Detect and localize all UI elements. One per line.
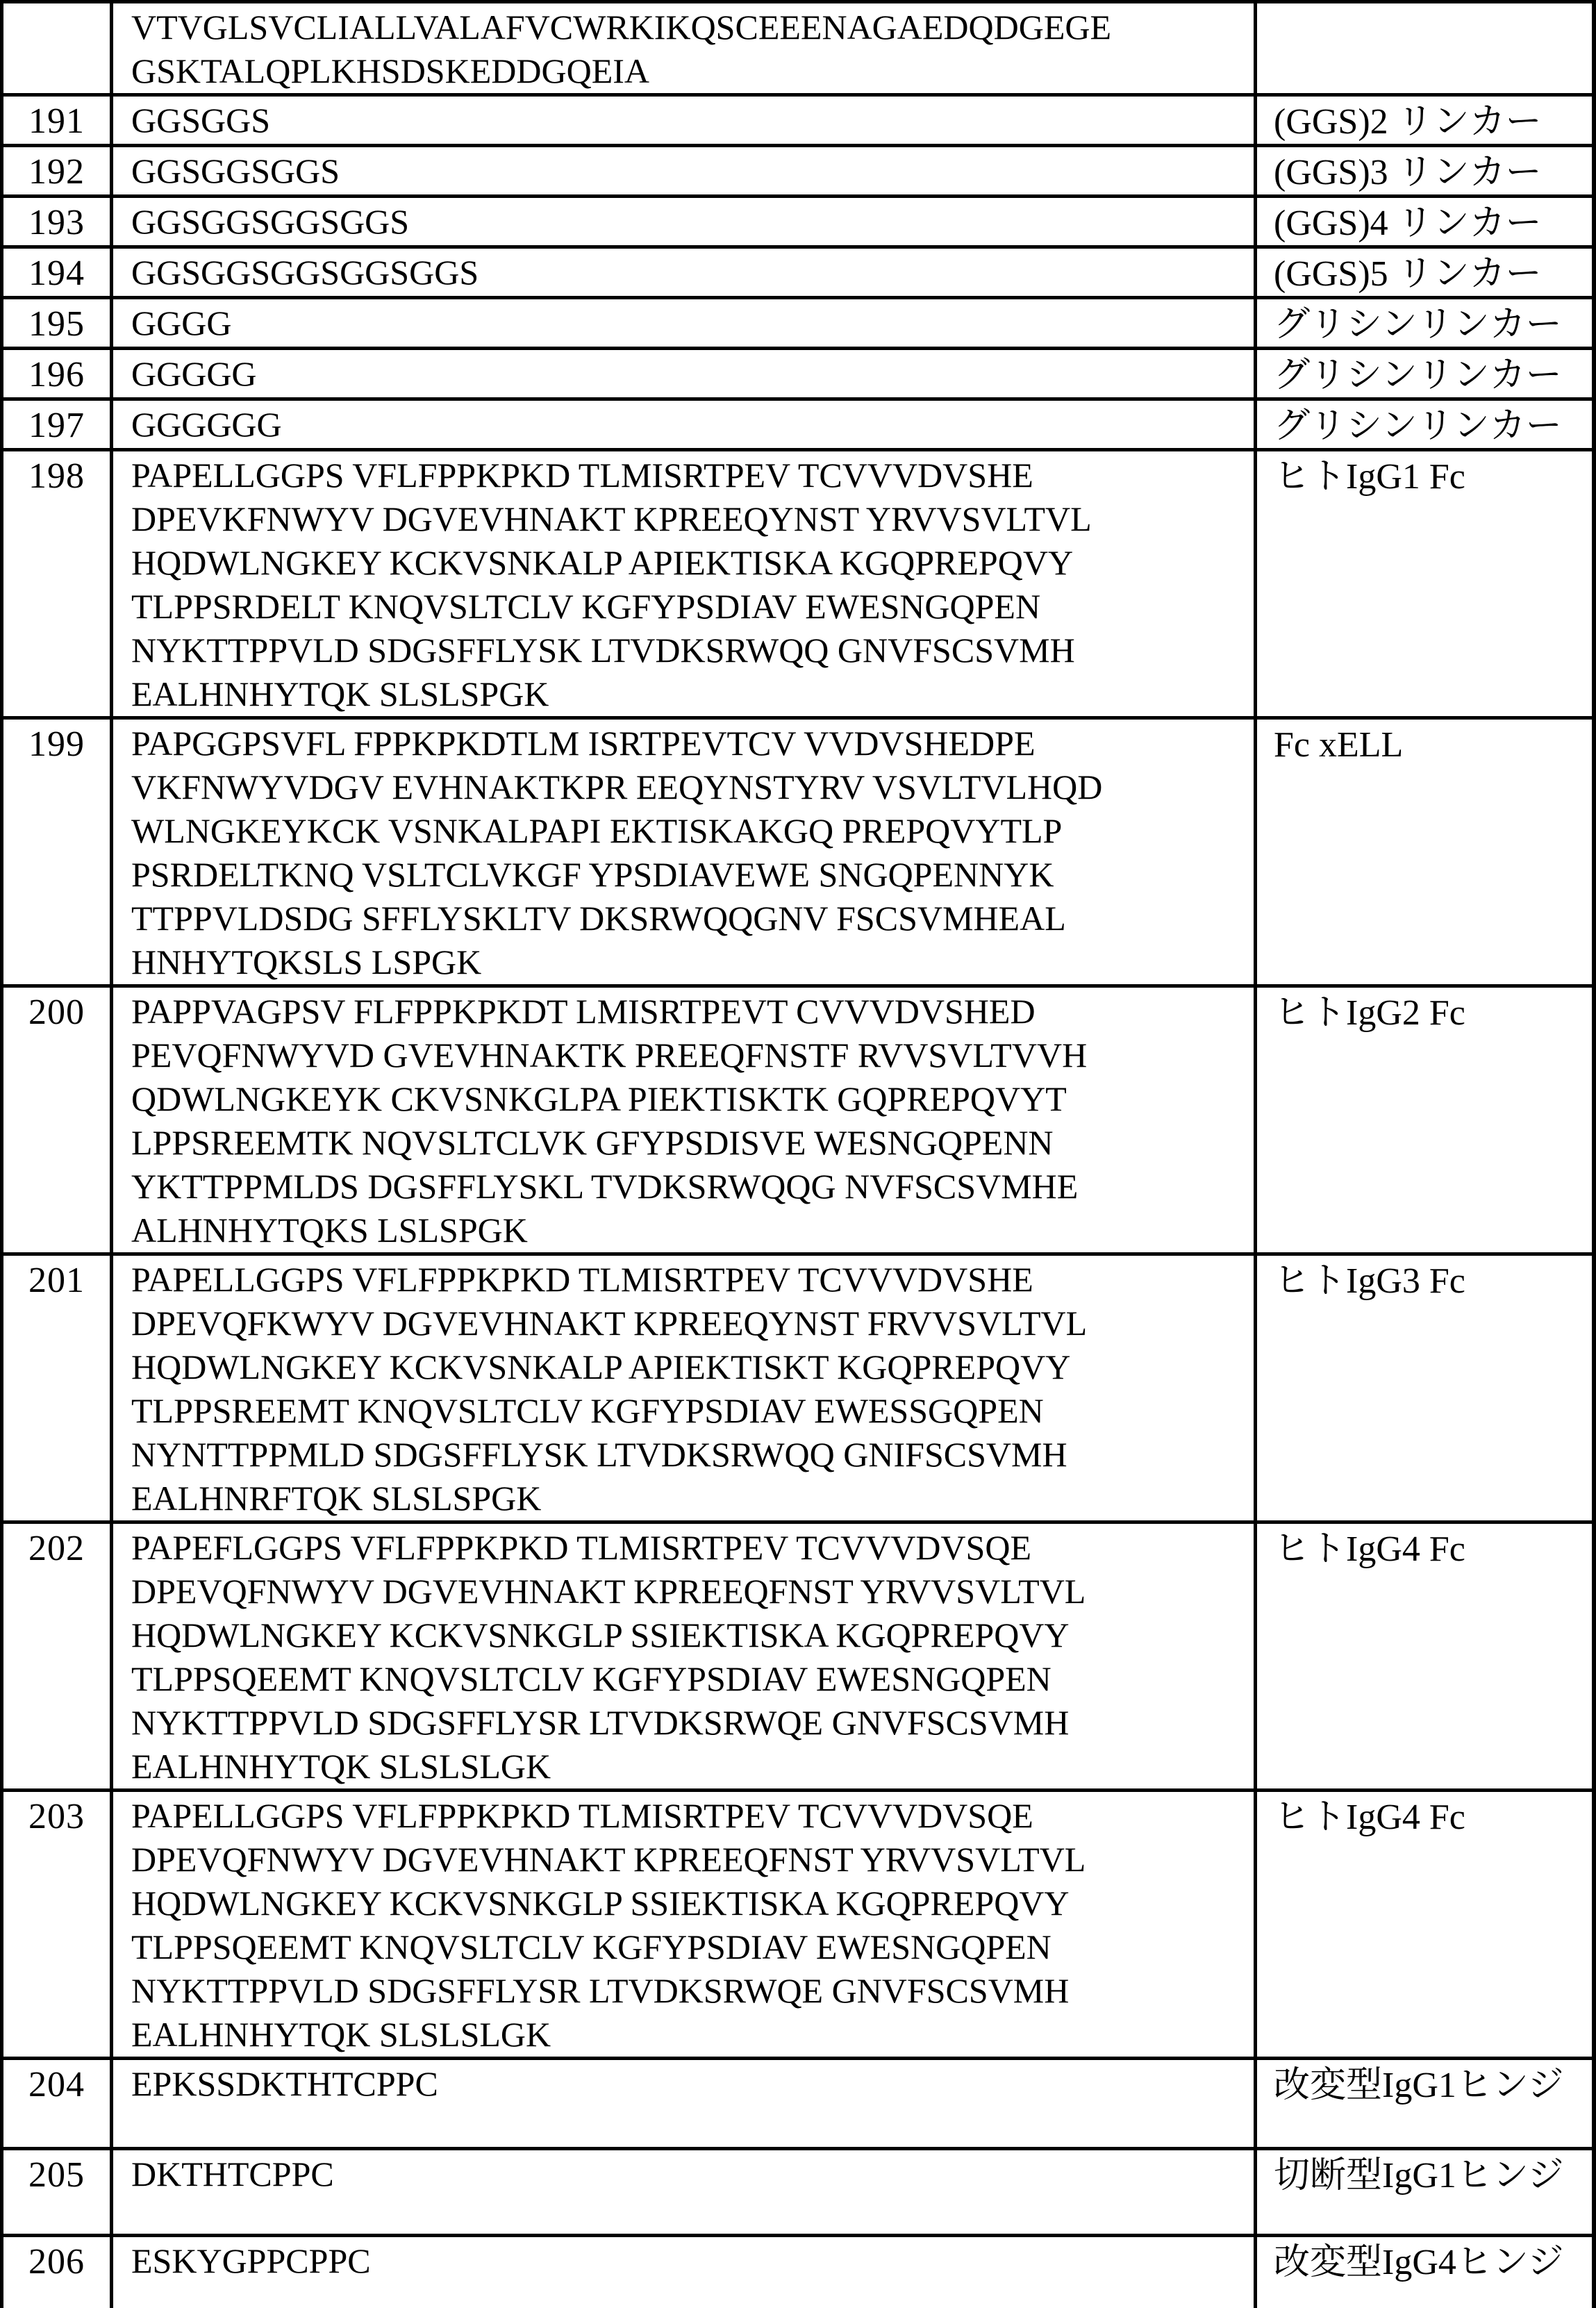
sequence-line: PSRDELTKNQ VSLTCLVKGF YPSDIAVEWE SNGQPENNYK [131,855,1054,894]
table-row [2,986,1594,1254]
sequence-line: PAPELLGGPS VFLFPPKPKD TLMISRTPEV TCVVVDVSQE [131,1796,1033,1835]
description-cell [1256,2059,1594,2149]
sequence-cell [112,2,1256,95]
sequence-line: PAPPVAGPSV FLFPPKPKDT LMISRTPEVT CVVVDVSHED [131,992,1036,1031]
sequence-cell [112,1522,1256,1791]
description-text: 改変型IgG1ヒンジ [1274,2066,1564,2105]
seq-id-cell: 202 [2,1522,112,1791]
description-text: (GGS)5 リンカー [1274,254,1542,294]
description-text: ヒトIgG3 Fc [1274,1261,1465,1301]
seq-id-cell: 204 [2,2059,112,2149]
description-cell [1256,450,1594,718]
table-row [2,197,1594,247]
sequence-cell [112,399,1256,450]
sequence-line: DPEVKFNWYV DGVEVHNAKT KPREEQYNST YRVVSVLTVL [131,499,1092,538]
sequence-line: EALHNRFTQK SLSLSPGK [131,1479,542,1518]
seq-id-cell: 198 [2,450,112,718]
seq-id-cell: 206 [2,2236,112,2308]
sequence-line: GGGG [131,304,232,342]
sequence-line: YKTTPPMLDS DGSFFLYSKL TVDKSRWQQG NVFSCSVMHE [131,1167,1079,1206]
description-cell [1256,95,1594,146]
seq-id-cell: 200 [2,986,112,1254]
sequence-line: VKFNWYVDGV EVHNAKTKPR EEQYNSTYRV VSVLTVLHQD [131,767,1103,806]
description-text: グリシンリンカー [1274,356,1562,395]
sequence-line: DPEVQFKWYV DGVEVHNAKT KPREEQYNST FRVVSVLTVL [131,1304,1088,1343]
sequence-line: NYKTTPPVLD SDGSFFLYSR LTVDKSRWQE GNVFSCSVMH [131,1703,1070,1742]
table-row [2,399,1594,450]
sequence-line: GGGGG [131,354,257,393]
seq-id-cell: 195 [2,298,112,349]
description-text: ヒトIgG2 Fc [1274,993,1465,1033]
description-cell [1256,146,1594,197]
seq-id-cell: 201 [2,1254,112,1522]
sequence-line: EALHNHYTQK SLSLSPGK [131,674,549,713]
sequence-cell [112,1791,1256,2059]
sequence-cell [112,986,1256,1254]
sequence-line: TLPPSQEEMT KNQVSLTCLV KGFYPSDIAV EWESNGQPEN [131,1927,1051,1966]
sequence-cell [112,197,1256,247]
sequence-line: TLPPSRDELT KNQVSLTCLV KGFYPSDIAV EWESNGQPEN [131,587,1041,626]
sequence-cell [112,298,1256,349]
description-cell [1256,1522,1594,1791]
description-cell [1256,986,1594,1254]
sequence-line: HQDWLNGKEY KCKVSNKGLP SSIEKTISKA KGQPREPQVY [131,1616,1070,1654]
sequence-line: NYKTTPPVLD SDGSFFLYSK LTVDKSRWQQ GNVFSCSVMH [131,631,1075,670]
sequence-line: VTVGLSVCLIALLVALAFVCWRKIKQSCEEENAGAEDQDGEGE [131,8,1112,47]
table-row [2,1791,1594,2059]
sequence-line: EALHNHYTQK SLSLSLGK [131,2015,551,2054]
description-cell [1256,247,1594,298]
table-row [2,450,1594,718]
sequence-line: DPEVQFNWYV DGVEVHNAKT KPREEQFNST YRVVSVLTVL [131,1840,1086,1879]
description-cell [1256,1254,1594,1522]
description-cell [1256,197,1594,247]
description-cell [1256,2,1594,95]
table-row [2,1254,1594,1522]
seq-id-cell: 205 [2,2149,112,2236]
seq-id-cell: 196 [2,349,112,399]
seq-id-cell: 199 [2,718,112,986]
sequence-cell [112,2059,1256,2149]
table-row [2,95,1594,146]
sequence-line: ALHNHYTQKS LSLSPGK [131,1211,528,1250]
description-text: ヒトIgG4 Fc [1274,1529,1465,1569]
sequence-line: DKTHTCPPC [131,2155,334,2193]
sequence-line: HQDWLNGKEY KCKVSNKALP APIEKTISKT KGQPREPQVY [131,1347,1071,1386]
description-text: (GGS)2 リンカー [1274,102,1542,142]
table-row [2,349,1594,399]
seq-id-cell [2,2,112,95]
sequence-line: LPPSREEMTK NQVSLTCLVK GFYPSDISVE WESNGQPENN [131,1123,1054,1162]
table-row [2,2059,1594,2149]
table-row [2,2236,1594,2308]
description-cell [1256,2236,1594,2308]
sequence-table-body [2,2,1594,2308]
table-row [2,146,1594,197]
description-text: グリシンリンカー [1274,406,1562,446]
sequence-line: HQDWLNGKEY KCKVSNKGLP SSIEKTISKA KGQPREPQVY [131,1884,1070,1923]
description-cell [1256,1791,1594,2059]
sequence-cell [112,95,1256,146]
sequence-line: ESKYGPPCPPC [131,2241,371,2280]
sequence-line: GGSGGSGGS [131,151,340,190]
sequence-line: HNHYTQKSLS LSPGK [131,943,482,981]
sequence-cell [112,450,1256,718]
sequence-cell [112,2236,1256,2308]
seq-id-cell: 194 [2,247,112,298]
sequence-line: PAPELLGGPS VFLFPPKPKD TLMISRTPEV TCVVVDVSHE [131,1260,1033,1299]
seq-id-cell: 193 [2,197,112,247]
sequence-line: TLPPSQEEMT KNQVSLTCLV KGFYPSDIAV EWESNGQPEN [131,1659,1051,1698]
sequence-line: GGSGGSGGSGGS [131,202,410,241]
seq-id-cell: 203 [2,1791,112,2059]
sequence-line: QDWLNGKEYK CKVSNKGLPA PIEKTISKTK GQPREPQVYT [131,1079,1067,1118]
sequence-line: PAPGGPSVFL FPPKPKDTLM ISRTPEVTCV VVDVSHEDPE [131,724,1036,763]
sequence-line: PEVQFNWYVD GVEVHNAKTK PREEQFNSTF RVVSVLTVVH [131,1036,1088,1074]
table-row [2,298,1594,349]
sequence-line: WLNGKEYKCK VSNKALPAPI EKTISKAKGQ PREPQVYTLP [131,811,1063,850]
table-row [2,2149,1594,2236]
description-text: 改変型IgG4ヒンジ [1274,2243,1564,2282]
sequence-line: TTPPVLDSDG SFFLYSKLTV DKSRWQQGNV FSCSVMHEAL [131,899,1066,938]
description-text: (GGS)3 リンカー [1274,153,1542,192]
sequence-line: TLPPSREEMT KNQVSLTCLV KGFYPSDIAV EWESSGQPEN [131,1391,1044,1430]
sequence-cell [112,349,1256,399]
seq-id-cell: 191 [2,95,112,146]
description-cell [1256,349,1594,399]
table-row [2,1522,1594,1791]
sequence-line: GGSGGS [131,101,271,140]
seq-id-cell: 192 [2,146,112,197]
description-text: 切断型IgG1ヒンジ [1274,2156,1564,2195]
description-text: Fc xELL [1274,725,1404,765]
sequence-line: EALHNHYTQK SLSLSLGK [131,1747,551,1786]
sequence-line: GGGGGG [131,405,282,444]
table-row [2,247,1594,298]
description-cell [1256,399,1594,450]
sequence-line: HQDWLNGKEY KCKVSNKALP APIEKTISKA KGQPREPQVY [131,543,1074,582]
description-cell [1256,298,1594,349]
description-text: (GGS)4 リンカー [1274,204,1542,243]
sequence-line: DPEVQFNWYV DGVEVHNAKT KPREEQFNST YRVVSVLTVL [131,1572,1086,1611]
sequence-cell [112,2149,1256,2236]
sequence-line: GSKTALQPLKHSDSKEDDGQEIA [131,51,649,90]
sequence-line: PAPEFLGGPS VFLFPPKPKD TLMISRTPEV TCVVVDVSQE [131,1528,1031,1567]
description-cell [1256,718,1594,986]
sequence-line: EPKSSDKTHTCPPC [131,2064,438,2103]
table-row [2,718,1594,986]
table-row [2,2,1594,95]
description-cell [1256,2149,1594,2236]
sequence-line: GGSGGSGGSGGSGGS [131,253,479,292]
sequence-line: NYKTTPPVLD SDGSFFLYSR LTVDKSRWQE GNVFSCSVMH [131,1971,1070,2010]
sequence-cell [112,1254,1256,1522]
description-text: ヒトIgG4 Fc [1274,1798,1465,1837]
description-text: グリシンリンカー [1274,305,1562,344]
sequence-cell [112,146,1256,197]
sequence-line: NYNTTPPMLD SDGSFFLYSK LTVDKSRWQQ GNIFSCSVMH [131,1435,1067,1474]
sequence-line: PAPELLGGPS VFLFPPKPKD TLMISRTPEV TCVVVDVSHE [131,456,1033,495]
seq-id-cell: 197 [2,399,112,450]
description-text: ヒトIgG1 Fc [1274,457,1465,497]
sequence-cell [112,247,1256,298]
sequence-cell [112,718,1256,986]
